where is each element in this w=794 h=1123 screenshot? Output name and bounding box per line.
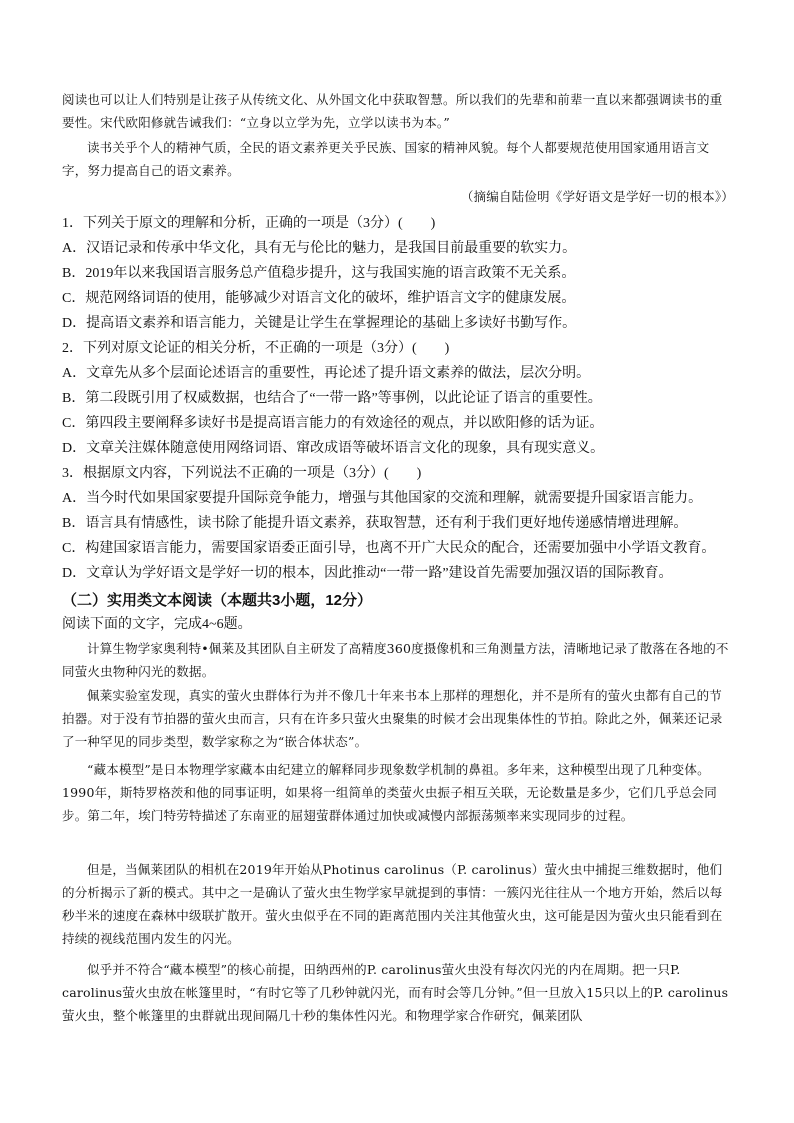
passage-source: （摘编自陆俭明《学好语文是学好一切的根本》） xyxy=(460,189,734,204)
question-2-stem: 2．下列对原文论证的相关分析，不正确的一项是（3分）( ) xyxy=(62,341,450,356)
section-heading: （二）实用类文本阅读（本题共3小题，12分） xyxy=(62,592,373,609)
section-instruction: 阅读下面的文字，完成4~6题。 xyxy=(62,617,252,632)
article-paragraph: 但是，当佩莱团队的相机在2019年开始从Photinus carolinus（P. carolinus）萤火虫中捕捉三维数据时，他们的分析揭示了新的模式。其中之一是确认了萤火虫生物学家早就提到的事情：一簇闪光往往从一个地方开始，然后以每秒半米的速度在森林中级联扩散开。萤火虫似乎在不同的距离范围内关注其他萤火虫，这可能是因为萤火虫只能看到在持续的视线范围内发生的闪光。 xyxy=(62,862,723,946)
question-3-stem: 3．根据原文内容，下列说法不正确的一项是（3分）( ) xyxy=(62,466,422,481)
question-3-option-a[interactable]: A．当今时代如果国家要提升国际竞争能力，增强与其他国家的交流和理解，就需要提升国家语言能力。 xyxy=(62,491,703,506)
question-1-option-d[interactable]: D．提高语文素养和语言能力，关键是让学生在掌握理论的基础上多读好书勤写作。 xyxy=(62,316,577,331)
question-2-option-a[interactable]: A．文章先从多个层面论述语言的重要性，再论述了提升语文素养的做法，层次分明。 xyxy=(62,366,591,381)
question-1-stem: 1．下列关于原文的理解和分析，正确的一项是（3分）( ) xyxy=(62,216,436,231)
passage-paragraph: 阅读也可以让人们特别是让孩子从传统文化、从外国文化中获取智慧。所以我们的先辈和前辈一直以来都强调读书的重要性。宋代欧阳修就告诫我们：“立身以立学为先，立学以读书为本。” xyxy=(62,92,723,130)
article-paragraph: 佩莱实验室发现，真实的萤火虫群体行为并不像几十年来书本上那样的理想化，并不是所有的萤火虫都有自己的节拍器。对于没有节拍器的萤火虫而言，只有在许多只萤火虫聚集的时候才会出现集体性的节拍。除此之外，佩莱还记录了一种罕见的同步类型，数学家称之为“嵌合体状态”。 xyxy=(62,688,723,749)
passage-paragraph: 读书关乎个人的精神气质，全民的语文素养更关乎民族、国家的精神风貌。每个人都要规范使用国家通用语言文字，努力提高自己的语文素养。 xyxy=(62,140,710,178)
question-1-option-b[interactable]: B．2019年以来我国语言服务总产值稳步提升，这与我国实施的语言政策不无关系。 xyxy=(62,266,576,281)
question-2-option-b[interactable]: B．第二段既引用了权威数据，也结合了“一带一路”等事例，以此论证了语言的重要性。 xyxy=(62,391,602,406)
question-3-option-c[interactable]: C．构建国家语言能力，需要国家语委正面引导，也离不开广大民众的配合，还需要加强中小学语文教育。 xyxy=(62,541,716,556)
article-paragraph: 似乎并不符合“藏本模型”的核心前提，田纳西州的P. carolinus萤火虫没有每次闪光的内在周期。把一只P. carolinus萤火虫放在帐篷里时，“有时它等了几秒钟就闪光，而有时会等几分钟。”但一旦放入15只以上的P. carolinus萤火虫，整个帐篷里的虫群就出现间隔几十秒的集体性闪光。和物理学家合作研究，佩莱团队 xyxy=(62,962,729,1023)
article-paragraph: “藏本模型”是日本物理学家藏本由纪建立的解释同步现象数学机制的鼻祖。多年来，这种模型出现了几种变体。1990年，斯特罗格茨和他的同事证明，如果将一组简单的类萤火虫振子相互关联，无论数量是多少，它们几乎总会同步。第二年，埃门特劳特描述了东南亚的屈翅萤群体通过加快或减慢内部振荡频率来实现同步的过程。 xyxy=(62,762,717,823)
article-paragraph: 计算生物学家奥利特•佩莱及其团队自主研发了高精度360度摄像机和三角测量方法，清晰地记录了散落在各地的不同萤火虫物种闪光的数据。 xyxy=(62,641,729,679)
question-1-option-a[interactable]: A．汉语记录和传承中华文化，具有无与伦比的魅力，是我国目前最重要的软实力。 xyxy=(62,241,577,256)
question-2-option-d[interactable]: D．文章关注媒体随意使用网络词语、窜改成语等破坏语言文化的现象，具有现实意义。 xyxy=(62,441,605,456)
question-2-option-c[interactable]: C．第四段主要阐释多读好书是提高语言能力的有效途径的观点，并以欧阳修的话为证。 xyxy=(62,416,604,431)
question-1-option-c[interactable]: C．规范网络词语的使用，能够减少对语言文化的破坏，维护语言文字的健康发展。 xyxy=(62,291,576,306)
question-3-option-d[interactable]: D．文章认为学好语文是学好一切的根本，因此推动“一带一路”建设首先需要加强汉语的国际教育。 xyxy=(62,566,673,581)
question-3-option-b[interactable]: B．语言具有情感性，读书除了能提升语文素养，获取智慧，还有利于我们更好地传递感情增进理解。 xyxy=(62,516,688,531)
